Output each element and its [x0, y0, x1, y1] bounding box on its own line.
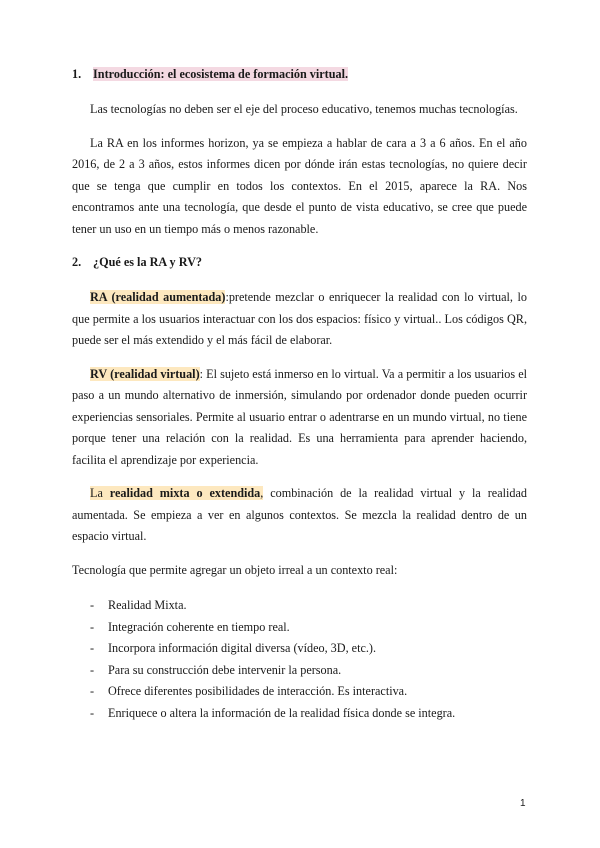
bullet-dash: - [90, 641, 95, 655]
bullet-dash: - [90, 684, 95, 698]
list-item-text: Integración coherente en tiempo real. [108, 619, 290, 634]
intro-paragraph-1: Las tecnologías no deben ser el eje del proceso educativo, tenemos muchas tecnologías. [90, 102, 518, 116]
rv-term: RV (realidad virtual) [90, 366, 200, 381]
list-item [72, 638, 527, 660]
ra-term: RA (realidad aumentada) [90, 290, 226, 304]
page-number: 1 [520, 798, 526, 809]
section-1-heading [72, 66, 527, 82]
rv-paragraph [72, 364, 527, 472]
bullet-dash: - [90, 619, 95, 634]
rv-definition: : El sujeto está inmerso en lo virtual. Va a permitir a los usuarios el paso a un mundo alternativo de inmersión, simulando por ordenador donde pueden ocurrir experiencias sensoriales. Permite al usuario entrar o adentrarse en un mundo virtual, no tiene porque tener una relación con la realidad. Es una herramienta para aprender haciendo, facilita el aprendizaje por experiencia. [72, 366, 527, 467]
bullet-dash: - [90, 662, 95, 677]
list-item [72, 660, 527, 682]
ra-paragraph [72, 287, 527, 352]
list-item-text: Para su construcción debe intervenir la persona. [108, 662, 342, 677]
rm-paragraph [72, 483, 527, 548]
section-2-heading [72, 254, 527, 270]
intro-paragraph-2: La RA en los informes horizon, ya se empieza a hablar de cara a 3 a 6 años. En el año 2016, de 2 a 3 años, estos informes dicen por dónde irán estas tecnologías, no quiere decir que se tenga que cumplir en todos los contextos. En el 2015, aparece la RA. Nos encontramos ante una tecnología, que desde el punto de vista educativo, se cree que puede tener un uso en un tiempo más o menos razonable. [72, 135, 527, 236]
list-item-text: Enriquece o altera la información de la realidad física donde se integra. [108, 705, 456, 720]
list-item [72, 595, 527, 617]
list-item [72, 703, 527, 725]
feature-list [72, 595, 527, 724]
tech-intro: Tecnología que permite agregar un objeto irreal a un contexto real: [72, 562, 398, 577]
list-item-text: Realidad Mixta. [108, 598, 187, 612]
section-1-title: Introducción: el ecosistema de formación virtual. [93, 67, 349, 81]
section-2-number: 2. [72, 255, 82, 269]
list-item-text: Incorpora información digital diversa (vídeo, 3D, etc.). [108, 641, 377, 655]
rm-definition: combinación de la realidad virtual y la realidad aumentada. Se empieza a ver en algunos contextos. Se mezcla la realidad dentro de un espacio virtual. [72, 486, 527, 543]
bullet-dash: - [90, 705, 95, 720]
list-item [72, 617, 527, 639]
list-item-text: Ofrece diferentes posibilidades de interacción. Es interactiva. [108, 684, 408, 698]
bullet-dash: - [90, 598, 95, 612]
section-1-number: 1. [72, 67, 82, 81]
rm-prefix: La [90, 486, 110, 500]
ra-definition: :pretende mezclar o enriquecer la realidad con lo virtual, lo que permite a los usuarios interactuar con los dos espacios: físico y virtual.. Los códigos QR, puede ser el más extendido y el más fácil de elaborar. [72, 290, 527, 347]
list-item [72, 681, 527, 703]
rm-term: realidad mixta o extendida [109, 486, 261, 500]
rm-comma: , [260, 486, 264, 500]
page-content [72, 66, 527, 724]
section-2-title: ¿Qué es la RA y RV? [93, 255, 202, 269]
